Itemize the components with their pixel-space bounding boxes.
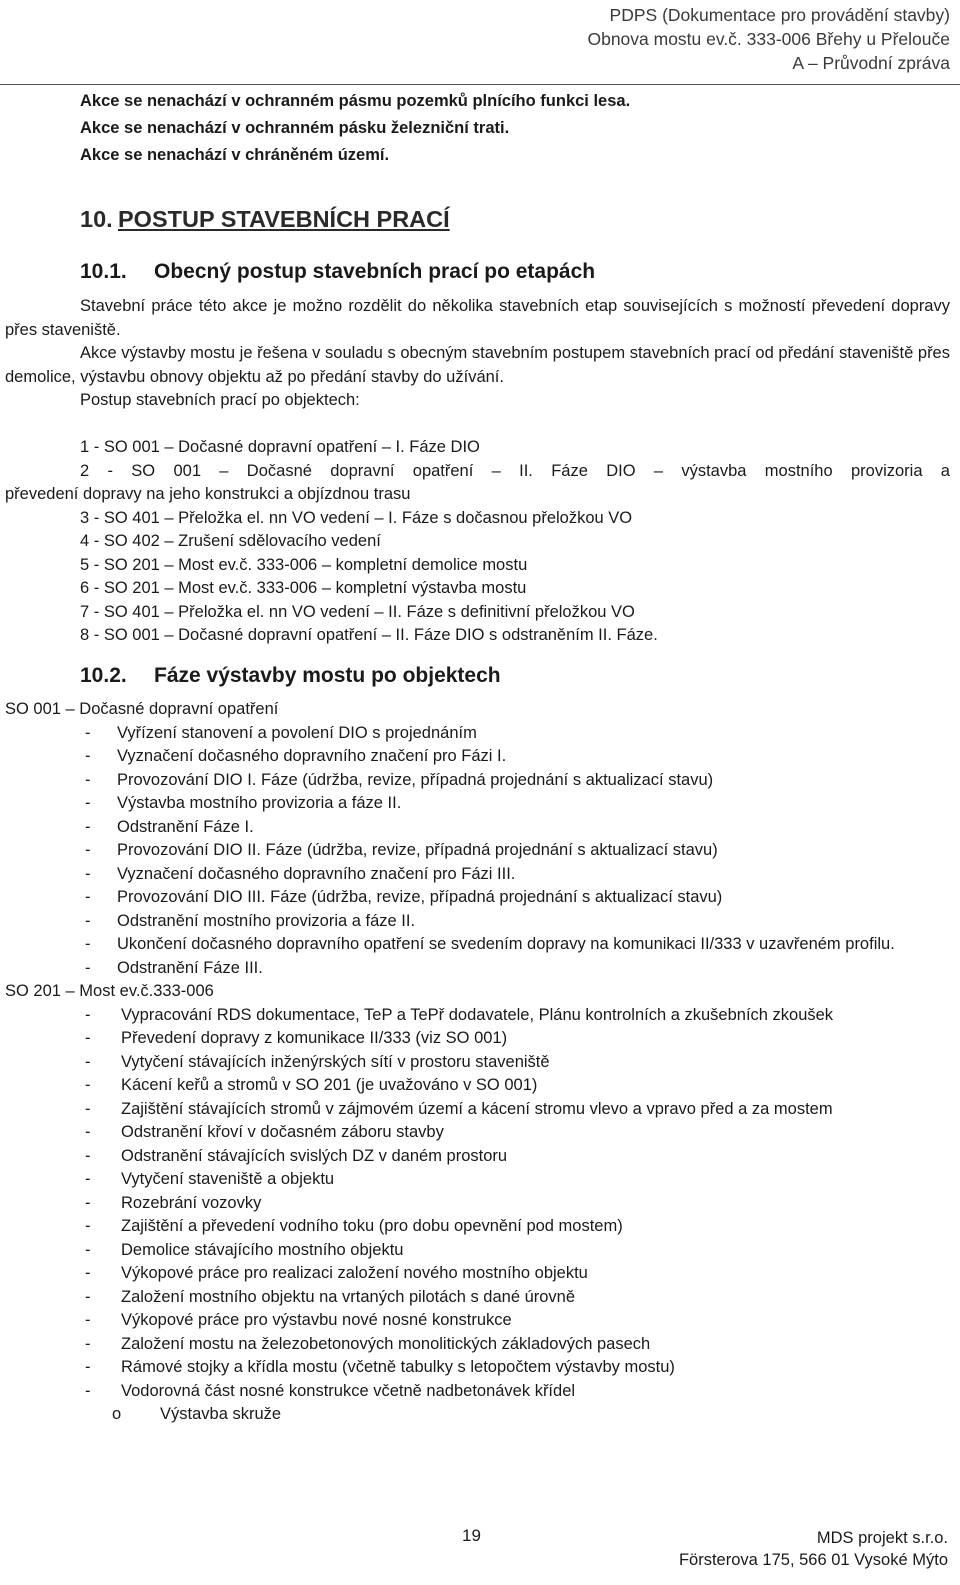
- intro-line: Akce se nenachází v ochranném pásku železniční trati.: [80, 119, 510, 137]
- list-item: - Vyznačení dočasného dopravního značení pro Fázi I.: [85, 747, 507, 765]
- list-item: - Odstranění Fáze III.: [85, 958, 263, 977]
- section-number: 10.1.: [80, 260, 127, 283]
- step-item: 2 - SO 001 – Dočasné dopravní opatření – II. Fáze DIO – výstavba mostního provizoria a: [80, 461, 950, 480]
- list-item: - Převedení dopravy z komunikace II/333 (viz SO 001): [85, 1029, 508, 1047]
- list-item: - Vodorovná část nosné konstrukce včetně nadbetonávek křídel: [85, 1381, 576, 1400]
- list-item: - Vyřízení stanovení a povolení DIO s projednáním: [85, 723, 477, 742]
- list-item: - Odstranění stávajících svislých DZ v daném prostoru: [85, 1146, 508, 1165]
- section-10-2-heading: [80, 664, 501, 688]
- header-project: PDPS (Dokumentace pro provádění stavby): [609, 5, 950, 25]
- header-divider: [0, 84, 960, 85]
- list-item: - Provozování DIO II. Fáze (údržba, revize, případná projednání s aktualizací stavu): [85, 841, 718, 859]
- list-item: - Provozování DIO I. Fáze (údržba, revize, případná projednání s aktualizací stavu): [85, 770, 714, 789]
- company-address: Försterova 175, 566 01 Vysoké Mýto: [678, 1551, 948, 1569]
- bullet-circle-icon: o: [112, 1405, 122, 1423]
- step-item: 1 - SO 001 – Dočasné dopravní opatření – I. Fáze DIO: [80, 438, 480, 456]
- list-item: - Demolice stávajícího mostního objektu: [85, 1240, 404, 1259]
- paragraph: Akce výstavby mostu je řešena v souladu s obecným stavebním postupem stavebních prací od předání staveniště přes demolice, výstavbu obnovy objektu až po předání stavby do užívání.: [5, 344, 950, 386]
- step-item: 5 - SO 201 – Most ev.č. 333-006 – kompletní demolice mostu: [80, 555, 528, 574]
- page-number: 19: [462, 1526, 481, 1545]
- paragraph: Postup stavebních prací po objektech:: [80, 391, 360, 409]
- list-item: - Provozování DIO III. Fáze (údržba, revize, případná projednání s aktualizací stavu): [85, 888, 723, 906]
- so-201-heading: SO 201 – Most ev.č.333-006: [5, 982, 214, 1000]
- list-item: - Odstranění křoví v dočasném záboru stavby: [85, 1123, 444, 1141]
- intro-line: Akce se nenachází v chráněném území.: [80, 146, 390, 164]
- list-item: - Odstranění Fáze I.: [85, 817, 254, 836]
- list-item: - Rámové stojky a křídla mostu (včetně tabulky s letopočtem výstavby mostu): [85, 1358, 675, 1376]
- list-item: - Ukončení dočasného dopravního opatření se svedením dopravy na komunikaci II/333 v uzavřeném profilu.: [85, 935, 895, 953]
- section-10-heading: [80, 206, 450, 233]
- list-item: - Výkopové práce pro realizaci založení nového mostního objektu: [85, 1264, 588, 1282]
- list-item: - Vytyčení stávajících inženýrských sítí v prostoru staveniště: [85, 1052, 550, 1071]
- so-001-list: [5, 722, 950, 981]
- construction-steps: [5, 436, 950, 648]
- header-section: A – Průvodní zpráva: [792, 53, 950, 73]
- so-201-list: [5, 1004, 950, 1404]
- step-item: 4 - SO 402 – Zrušení sdělovacího vedení: [80, 532, 381, 550]
- paragraph: Stavební práce této akce je možno rozdělit do několika stavebních etap souvisejících s možností převedení dopravy přes staveniště.: [5, 297, 950, 339]
- header-bridge: Obnova mostu ev.č. 333-006 Břehy u Přelouče: [587, 29, 950, 49]
- footer-company: [679, 1527, 948, 1571]
- section-title: Fáze výstavby mostu po objektech: [154, 664, 501, 687]
- so-001-heading: SO 001 – Dočasné dopravní opatření: [5, 700, 279, 718]
- section-number: 10.: [80, 206, 113, 232]
- section-10-2-body: [5, 698, 950, 1427]
- list-item: - Vyznačení dočasného dopravního značení pro Fázi III.: [85, 864, 516, 883]
- section-10-1-heading: [80, 260, 595, 284]
- section-10-1-body: [5, 295, 950, 648]
- step-item-continuation: převedení dopravy na jeho konstrukci a objízdnou trasu: [5, 485, 411, 503]
- page-header: [587, 3, 950, 75]
- list-item: - Vypracování RDS dokumentace, TeP a TePř dodavatele, Plánu kontrolních a zkušebních zkoušek: [85, 1005, 834, 1024]
- list-item: - Rozebrání vozovky: [85, 1193, 262, 1212]
- list-item: - Zajištění a převedení vodního toku (pro dobu opevnění pod mostem): [85, 1217, 623, 1235]
- step-item: 7 - SO 401 – Přeložka el. nn VO vedení – II. Fáze s definitivní přeložkou VO: [80, 602, 635, 621]
- step-item: 8 - SO 001 – Dočasné dopravní opatření – II. Fáze DIO s odstraněním II. Fáze.: [80, 626, 658, 644]
- section-title: POSTUP STAVEBNÍCH PRACÍ: [118, 206, 450, 232]
- section-title: Obecný postup stavebních prací po etapách: [154, 260, 596, 283]
- list-item: - Založení mostu na železobetonových monolitických základových pasech: [85, 1334, 651, 1353]
- list-item: - Výstavba mostního provizoria a fáze II.: [85, 794, 402, 812]
- intro-line: Akce se nenachází v ochranném pásmu pozemků plnícího funkci lesa.: [80, 92, 631, 110]
- list-item: - Vytyčení staveniště a objektu: [85, 1170, 335, 1188]
- step-item: 6 - SO 201 – Most ev.č. 333-006 – kompletní výstavba mostu: [80, 579, 527, 597]
- intro-statements: [80, 88, 630, 169]
- step-item: 3 - SO 401 – Přeložka el. nn VO vedení – I. Fáze s dočasnou přeložkou VO: [80, 508, 633, 527]
- list-item: - Zajištění stávajících stromů v zájmovém území a kácení stromu vlevo a vpravo před a za mostem: [85, 1099, 833, 1118]
- list-item: - Výkopové práce pro výstavbu nové nosné konstrukce: [85, 1311, 512, 1329]
- sub-list-item: o Výstavba skruže: [5, 1403, 950, 1427]
- company-name: MDS projekt s.r.o.: [816, 1529, 948, 1547]
- list-item: - Kácení keřů a stromů v SO 201 (je uvažováno v SO 001): [85, 1076, 538, 1094]
- list-item: - Odstranění mostního provizoria a fáze II.: [85, 911, 416, 930]
- section-number: 10.2.: [80, 664, 127, 687]
- list-item: - Založení mostního objektu na vrtaných pilotách s dané úrovně: [85, 1287, 576, 1306]
